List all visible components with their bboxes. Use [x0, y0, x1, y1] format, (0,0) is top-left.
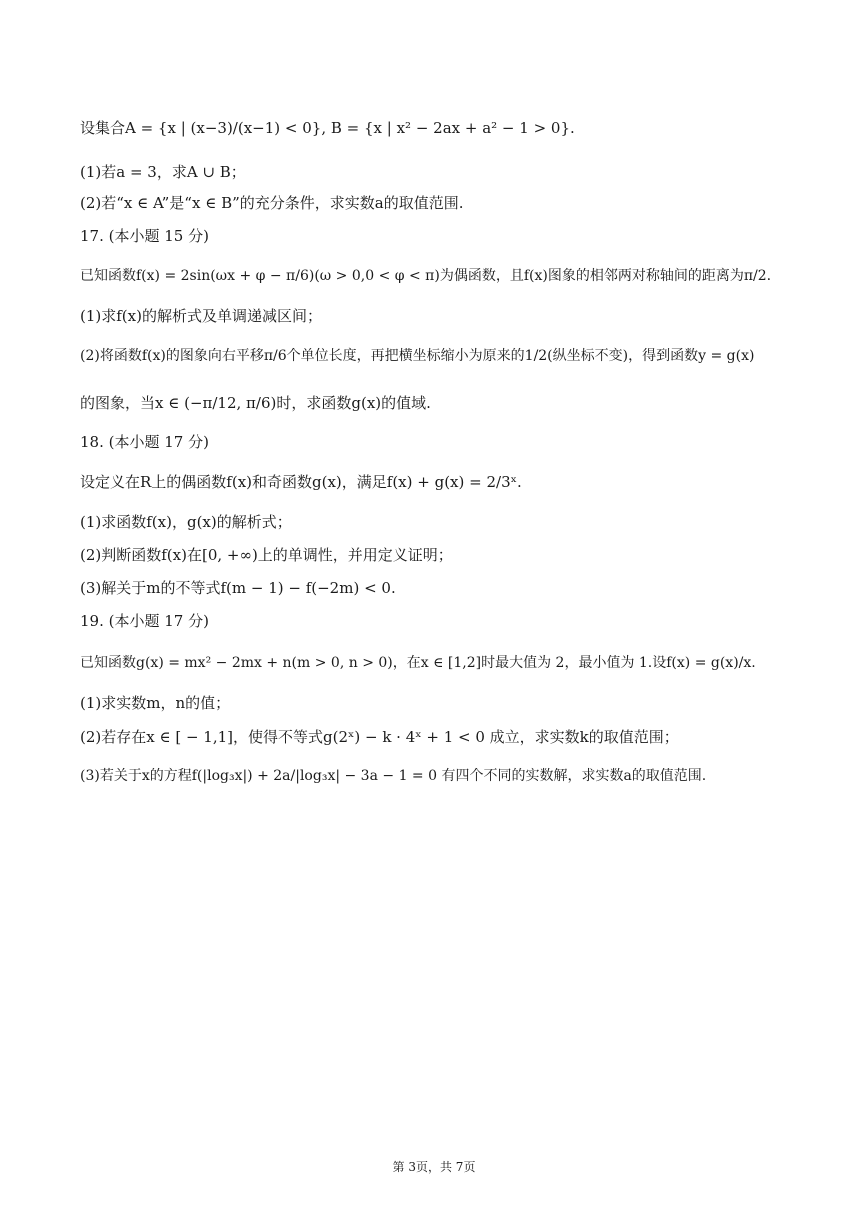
problem-18-part-1: (1)求函数f(x)，g(x)的解析式；: [80, 513, 292, 531]
problem-18-statement: 设定义在R上的偶函数f(x)和奇函数g(x)，满足f(x) + g(x) = 2/3ˣ.: [80, 473, 522, 491]
problem-19-header: 19. (本小题 17 分): [80, 612, 209, 630]
problem-17-part-2: (2)将函数f(x)的图象向右平移π/6个单位长度，再把横坐标缩小为原来的1/2(纵坐标不变)，得到函数y = g(x): [80, 348, 755, 364]
problem-16-part-1: (1)若a = 3，求A ∪ B；: [80, 163, 246, 181]
problem-17-part-1: (1)求f(x)的解析式及单调递减区间；: [80, 307, 322, 325]
problem-17-statement: 已知函数f(x) = 2sin(ωx + φ − π/6)(ω > 0,0 < φ < π)为偶函数，且f(x)图象的相邻两对称轴间的距离为π/2.: [80, 268, 772, 284]
problem-17-part-2-cont: 的图象，当x ∈ (−π/12, π/6)时，求函数g(x)的值域.: [80, 394, 431, 412]
problem-16-part-2: (2)若“x ∈ A”是“x ∈ B”的充分条件，求实数a的取值范围.: [80, 194, 464, 212]
problem-19-part-2: (2)若存在x ∈ [ − 1,1]，使得不等式g(2ˣ) − k · 4ˣ + 1 < 0 成立，求实数k的取值范围；: [80, 728, 679, 746]
problem-16-statement: 设集合A = {x | (x−3)/(x−1) < 0}, B = {x | x² − 2ax + a² − 1 > 0}.: [80, 119, 575, 137]
problem-18-header: 18. (本小题 17 分): [80, 433, 209, 451]
page-footer: 第 3页，共 7页: [392, 1160, 476, 1174]
problem-18-part-3: (3)解关于m的不等式f(m − 1) − f(−2m) < 0.: [80, 579, 396, 597]
problem-19-statement: 已知函数g(x) = mx² − 2mx + n(m > 0, n > 0)，在x ∈ [1,2]时最大值为 2，最小值为 1.设f(x) = g(x)/x.: [80, 655, 756, 671]
problem-17-header: 17. (本小题 15 分): [80, 227, 209, 245]
problem-18-part-2: (2)判断函数f(x)在[0, +∞)上的单调性，并用定义证明；: [80, 546, 453, 564]
problem-19-part-1: (1)求实数m，n的值；: [80, 694, 231, 712]
problem-19-part-3: (3)若关于x的方程f(|log₃x|) + 2a/|log₃x| − 3a − 1 = 0 有四个不同的实数解，求实数a的取值范围.: [80, 768, 707, 784]
